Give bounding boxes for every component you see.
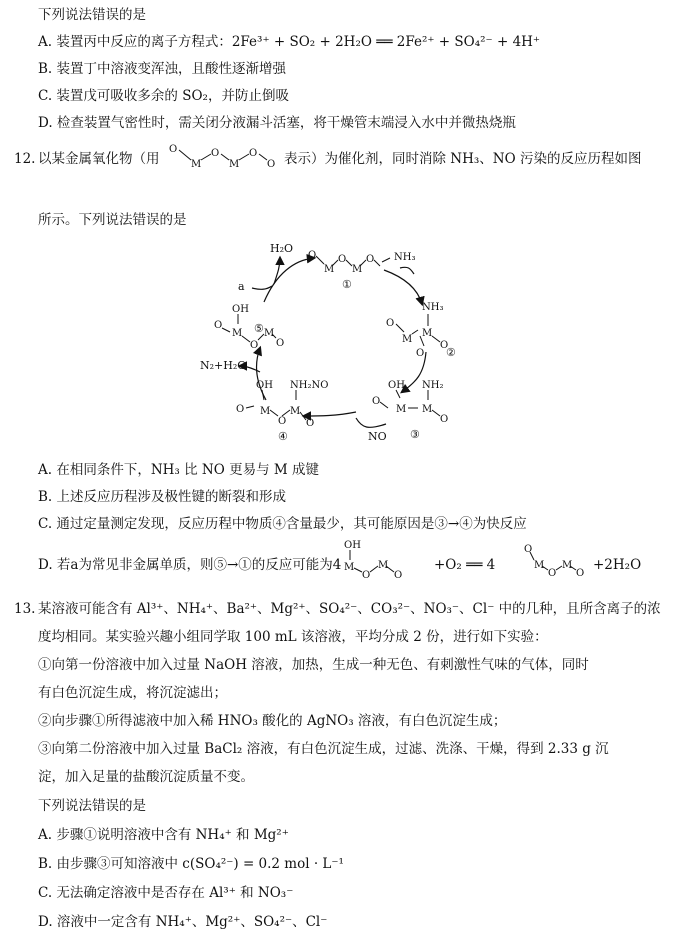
species-4 xyxy=(236,380,328,443)
atom-o: O xyxy=(440,414,449,425)
atom-m: M xyxy=(378,560,389,571)
q12-option-b: B. 上述反应历程涉及极性键的断裂和形成 xyxy=(38,489,287,505)
atom-m: M xyxy=(264,328,275,339)
q12-stem-line2: 所示。下列说法错误的是 xyxy=(38,212,187,228)
atom-m: M xyxy=(422,328,433,339)
atom-o: O xyxy=(169,144,178,155)
q13-option-d: D. 溶液中一定含有 NH₄⁺、Mg²⁺、SO₄²⁻、Cl⁻ xyxy=(38,914,328,930)
label-a: a xyxy=(238,280,245,293)
q13-option-b: B. 由步骤③可知溶液中 c(SO₄²⁻) = 0.2 mol · L⁻¹ xyxy=(38,856,344,872)
atom-o: O xyxy=(308,250,317,261)
atom-nh3: NH₃ xyxy=(422,302,444,313)
q13-step-3-cont: 淀，加入足量的盐酸沉淀质量不变。 xyxy=(38,769,254,785)
structure-species-5-inline xyxy=(336,538,432,578)
q13-step-3: ③向第二份溶液中加入过量 BaCl₂ 溶液，有白色沉淀生成，过滤、洗涤、干燥，得到 2.33 g 沉 xyxy=(38,741,609,757)
arrow-4-to-5 xyxy=(257,348,266,400)
label-h2o: H₂O xyxy=(270,242,294,255)
atom-oh: OH xyxy=(344,540,361,551)
q12-stem-part1: 以某金属氧化物（用 xyxy=(38,151,160,167)
arrow-5-to-1 xyxy=(264,258,314,302)
q12-option-c: C. 通过定量测定发现，反应历程中物质④含量最少，其可能原因是③→④为快反应 xyxy=(38,516,527,532)
q13-option-a: A. 步骤①说明溶液中含有 NH₄⁺ 和 Mg²⁺ xyxy=(38,827,289,843)
atom-o: O xyxy=(267,159,276,170)
atom-m: M xyxy=(352,264,363,275)
arrow-3-to-4 xyxy=(304,412,356,416)
atom-m: M xyxy=(402,334,413,345)
q13-number: 13. xyxy=(14,601,36,617)
label-species-1: ① xyxy=(342,278,352,291)
atom-nh2: NH₂ xyxy=(422,380,444,391)
label-species-3: ③ xyxy=(410,428,420,441)
atom-m: M xyxy=(422,404,433,415)
atom-o: O xyxy=(372,396,381,407)
atom-o: O xyxy=(278,416,287,427)
atom-o: O xyxy=(366,254,375,265)
q11-stem: 下列说法错误的是 xyxy=(38,7,146,23)
atom-o: O xyxy=(236,404,245,415)
label-species-5: ⑤ xyxy=(254,322,264,335)
q13-line-1: 某溶液可能含有 Al³⁺、NH₄⁺、Ba²⁺、Mg²⁺、SO₄²⁻、CO₃²⁻、NO₃⁻、Cl⁻ 中的几种，且所含离子的浓 xyxy=(38,601,661,617)
atom-o: O xyxy=(548,568,557,576)
atom-m: M xyxy=(191,159,202,170)
q13-step-1-cont: 有白色沉淀生成，将沉淀滤出； xyxy=(38,685,227,701)
atom-o: O xyxy=(306,418,315,429)
atom-nh2no: NH₂NO xyxy=(290,380,329,391)
q13-step-2: ②向步骤①所得滤液中加入稀 HNO₃ 酸化的 AgNO₃ 溶液，有白色沉淀生成； xyxy=(38,713,507,729)
q11-option-c: C. 装置戊可吸收多余的 SO₂，并防止倒吸 xyxy=(38,88,289,104)
arrow-nh3-in xyxy=(400,267,414,274)
q11-option-a: A. 装置丙中反应的离子方程式：2Fe³⁺ + SO₂ + 2H₂O ══ 2Fe²⁺ + SO₄²⁻ + 4H⁺ xyxy=(38,34,541,50)
atom-o: O xyxy=(440,340,449,351)
arrow-no-in xyxy=(356,418,386,427)
q13-step-1: ①向第一份溶液中加入过量 NaOH 溶液，加热，生成一种无色、有刺激性气味的气体，同时 xyxy=(38,657,589,673)
atom-o: O xyxy=(211,148,220,159)
q12-stem-part2: 表示）为催化剂，同时消除 NH₃、NO 污染的反应历程如图 xyxy=(284,151,642,167)
label-no: NO xyxy=(368,430,387,443)
atom-m: M xyxy=(229,159,240,170)
atom-o: O xyxy=(524,544,533,555)
atom-oh: OH xyxy=(388,380,405,391)
atom-m: M xyxy=(534,560,545,571)
atom-oh: OH xyxy=(232,304,249,315)
atom-o: O xyxy=(276,338,285,349)
label-nh3: NH₃ xyxy=(394,252,416,263)
label-species-2: ② xyxy=(446,346,456,359)
atom-oh: OH xyxy=(256,380,273,391)
atom-m: M xyxy=(562,560,573,571)
q12-option-d-end: +2H₂O xyxy=(593,557,642,573)
q12-number: 12. xyxy=(14,151,36,167)
atom-o: O xyxy=(362,570,371,578)
atom-m: M xyxy=(290,406,301,417)
q13-line-2: 度均相同。某实验兴趣小组同学取 100 mL 该溶液，平均分成 2 份，进行如下实验： xyxy=(38,629,548,645)
q13-stem: 下列说法错误的是 xyxy=(38,798,146,814)
atom-m: M xyxy=(344,562,355,573)
atom-o: O xyxy=(250,340,259,351)
label-n2-h2o: N₂+H₂O xyxy=(200,359,247,372)
atom-o: O xyxy=(214,320,223,331)
atom-m: M xyxy=(260,406,271,417)
atom-m: M xyxy=(232,328,243,339)
atom-o: O xyxy=(338,254,347,265)
arrow-a-in xyxy=(252,286,272,289)
atom-m: M xyxy=(396,404,407,415)
atom-o: O xyxy=(386,318,395,329)
q13-option-c: C. 无法确定溶液中是否存在 Al³⁺ 和 NO₃⁻ xyxy=(38,885,294,901)
atom-o: O xyxy=(249,148,258,159)
q12-option-a: A. 在相同条件下，NH₃ 比 NO 更易与 M 成键 xyxy=(38,462,319,478)
q12-option-d: D. 若a为常见非金属单质，则⑤→①的反应可能为4 xyxy=(38,557,342,573)
species-5 xyxy=(214,304,284,351)
species-1 xyxy=(308,250,415,291)
catalyst-structure-inline xyxy=(163,142,281,170)
species-2 xyxy=(386,302,456,359)
reaction-cycle-diagram xyxy=(196,232,506,450)
q12-option-d-mid: +O₂ ══ 4 xyxy=(434,557,496,573)
atom-o: O xyxy=(416,348,425,359)
q11-option-b: B. 装置丁中溶液变浑浊，且酸性逐渐增强 xyxy=(38,61,287,77)
atom-o: O xyxy=(576,568,585,576)
arrow-1-to-2 xyxy=(384,270,422,304)
structure-species-1-inline xyxy=(520,540,590,576)
label-species-4: ④ xyxy=(278,430,288,443)
q11-option-d: D. 检查装置气密性时，需关闭分液漏斗活塞，将干燥管末端浸入水中并微热烧瓶 xyxy=(38,115,516,131)
atom-m: M xyxy=(324,264,335,275)
atom-o: O xyxy=(394,570,403,578)
